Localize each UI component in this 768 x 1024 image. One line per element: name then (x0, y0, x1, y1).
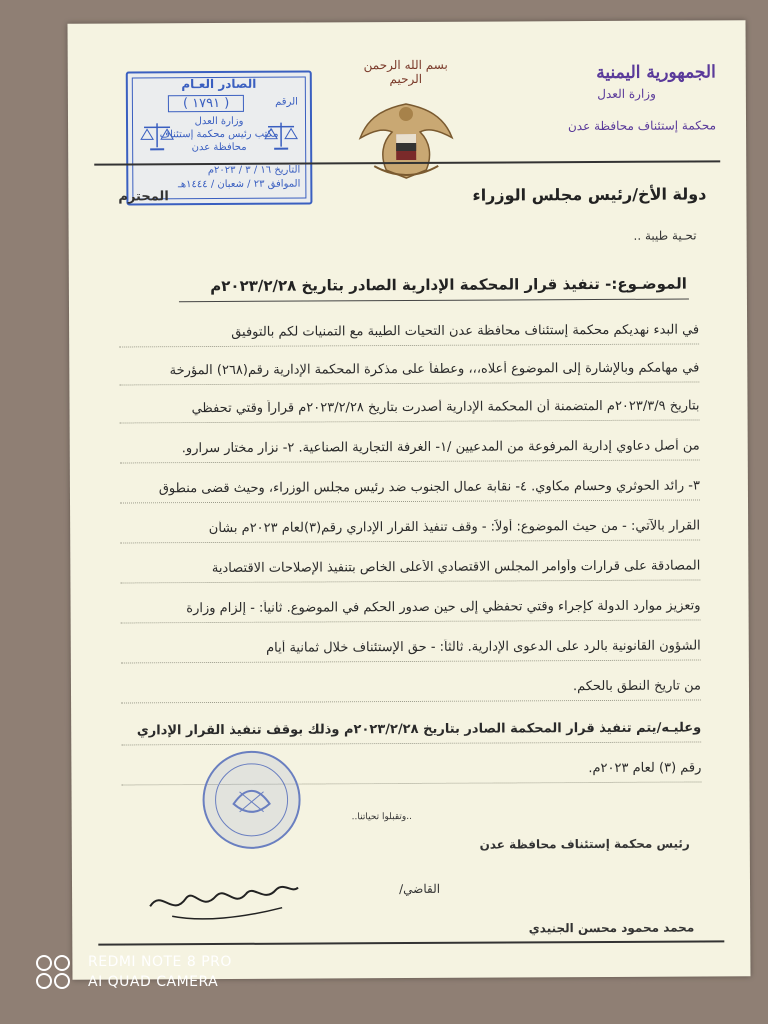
scale-of-justice-icon (140, 119, 174, 153)
body-paragraph-line: وعليـه/يتم تنفيذ قرار المحكمة الصادر بتاريخ ٢٠٢٣/٢/٢٨م وذلك بوقف تنفيذ القرار الإداري (121, 720, 701, 745)
handwritten-signature (142, 868, 302, 929)
stamp-number-label: الرقم (275, 96, 298, 108)
body-paragraph-line: الشؤون القانونية بالرد على الدعوى الإدارية. ثالثاً: - حق الإستئناف خلال ثمانية أيام (121, 638, 701, 663)
stamp-title: الصادر العـام (181, 76, 257, 92)
ministry-name: وزارة العدل (597, 86, 656, 102)
quad-camera-icon (34, 954, 74, 990)
stamp-number: ( ١٧٩١ ) (168, 95, 244, 112)
stamp-office: وزارة العدل مكتب رئيس محكمة إستئناف محافظة عدن (159, 115, 279, 154)
body-paragraph-line: وتعزيز موارد الدولة كإجراء وقتي تحفظي إلى حين صدور الحكم في الموضوع. ثانياً: - إلزام وزارة (121, 598, 701, 623)
body-paragraph-line: المصادقة على قرارات وأوامر المجلس الاقتصادي الأعلى الخاص بتنفيذ الإصلاحات الاقتصادية (120, 558, 700, 583)
subject-underline (179, 299, 689, 303)
national-emblem (346, 58, 467, 179)
letterhead-right (526, 62, 716, 133)
outgoing-registry-stamp (126, 71, 313, 206)
body-paragraph-line: من أصل دعاوي إدارية المرفوعة من المدعيين /١- الغرفة التجارية الصناعية. ٢- نزار مختار سرارو. (120, 438, 700, 463)
honorific: المحترم (118, 189, 169, 205)
body-paragraph-line: بتاريخ ٢٠٢٣/٣/٩م المتضمنة أن المحكمة الإدارية أصدرت بتاريخ ٢٠٢٣/٢/٢٨م قراراً وقتي تحفظي (119, 398, 699, 423)
greeting: تحـية طيبة .. (633, 228, 697, 243)
court-round-seal (199, 748, 304, 853)
watermark-camera: AI QUAD CAMERA (88, 974, 219, 990)
eagle-emblem-icon (346, 86, 467, 187)
subject-line: الموضـوع:- تنفيذ قرار المحكمة الإدارية الصادر بتاريخ ٢٠٢٣/٢/٢٨م (210, 274, 687, 296)
body-paragraph-line: القرار بالآتي: - من حيث الموضوع: أولاً: - وقف تنفيذ القرار الإداري رقم(٣)لعام ٢٠٢٣م بشأن (120, 518, 700, 543)
watermark-model: REDMI NOTE 8 PRO (88, 954, 232, 970)
signer-title: رئيس محكمة إستئناف محافظة عدن (479, 836, 690, 852)
closing-salutation: ..وتقبلوا تحياتنا.. (351, 811, 412, 823)
stamp-date: التاريخ ١٦ / ٣ / ٢٠٢٣م (207, 164, 301, 177)
body-paragraph-line: في البدء نهديكم محكمة إستئناف محافظة عدن التحيات الطيبة مع التمنيات لكم بالتوفيق (119, 322, 699, 347)
footer-divider (98, 940, 724, 945)
body-paragraph-line: ٣- رائد الحوثري وحسام مكاوي. ٤- نقابة عمال الجنوب ضد رئيس مجلس الوزراء، وحيث قضى منطوق (120, 478, 700, 503)
basmala: بسم الله الرحمن الرحيم (363, 57, 448, 87)
body-paragraph-line: في مهامكم وبالإشارة إلى الموضوع أعلاه،،، وعطفاً على مذكرة المحكمة الإدارية رقم(٢٦٨) المؤرخة (119, 360, 699, 385)
court-name: محكمة إستئناف محافظة عدن (567, 118, 717, 134)
scale-of-justice-icon (264, 119, 298, 153)
addressee: دولة الأخ/رئيس مجلس الوزراء (472, 184, 707, 205)
body-paragraph-line: من تاريخ النطق بالحكم. (121, 678, 701, 703)
judge-label: القاضي/ (399, 881, 441, 897)
stamp-hijri-date: الموافق ٢٣ / شعبان / ١٤٤٤هـ (177, 178, 301, 191)
country-name: الجمهورية اليمنية (596, 62, 716, 84)
letter-paper (68, 20, 751, 980)
signer-name: محمد محمود محسن الجنيدي (528, 920, 695, 936)
body-paragraph-line: رقم (٣) لعام ٢٠٢٣م. (121, 760, 701, 785)
